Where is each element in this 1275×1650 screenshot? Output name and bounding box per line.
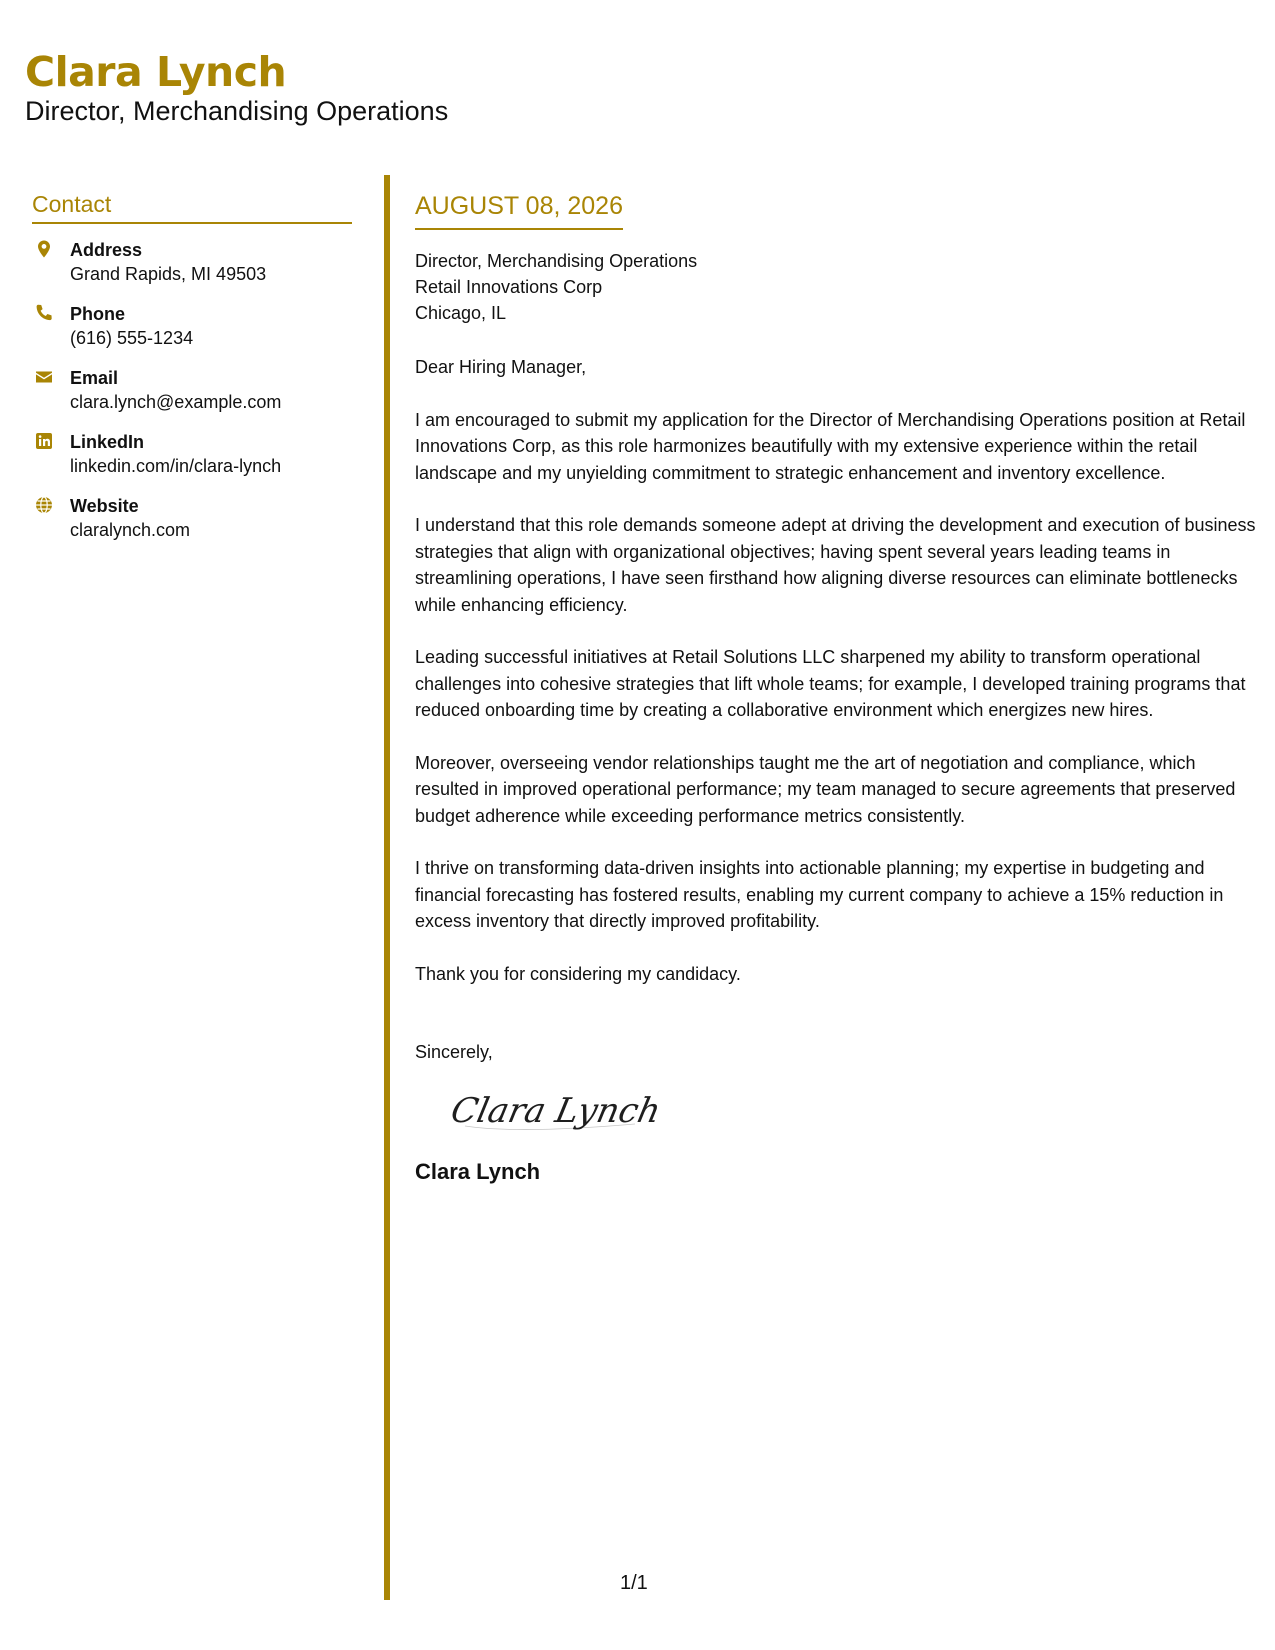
signer-name: Clara Lynch <box>415 1158 541 1184</box>
contact-item-email <box>32 366 352 414</box>
closing-phrase: Sincerely, <box>415 1042 493 1062</box>
contact-label-website: Website <box>70 496 139 516</box>
body-paragraph: I understand that this role demands someone adept at driving the development and execution of business strategies that align with organizational objectives; having spent several years leading teams in streamlining operations, I have seen firsthand how aligning diverse resources can eliminate bottlenecks while enhancing efficiency. <box>415 515 1256 615</box>
salutation: Dear Hiring Manager, <box>415 357 587 377</box>
recipient-title: Director, Merchandising Operations <box>415 251 698 271</box>
contact-label-phone: Phone <box>70 304 126 324</box>
handwritten-signature <box>445 1076 665 1146</box>
body-paragraph: Leading successful initiatives at Retail Solutions LLC sharpened my ability to transform operational challenges into cohesive strategies that lift whole teams; for example, I developed training programs that reduced onboarding time by creating a collaborative environment which energizes new hires. <box>415 647 1246 720</box>
body-paragraph: Moreover, overseeing vendor relationships taught me the art of negotiation and compliance, which resulted in improved operational performance; my team managed to secure agreements that preserved budget adherence while exceeding performance metrics consistently. <box>415 752 1236 826</box>
applicant-role: Director, Merchandising Operations <box>25 96 449 126</box>
contact-item-phone <box>32 302 352 350</box>
contact-item-website <box>32 494 352 542</box>
page-number: 1/1 <box>620 1572 648 1594</box>
contact-label-linkedin: LinkedIn <box>70 432 145 452</box>
contact-value-address: Grand Rapids, MI 49503 <box>70 264 267 284</box>
applicant-name: Clara Lynch <box>25 48 287 96</box>
linkedin-icon <box>34 431 54 451</box>
recipient-block <box>415 248 1260 326</box>
globe-icon <box>34 495 54 515</box>
letter-body <box>415 190 1260 1186</box>
contact-item-linkedin <box>32 430 352 478</box>
contact-value-phone: (616) 555-1234 <box>70 328 194 348</box>
contact-sidebar <box>32 190 352 558</box>
recipient-company: Retail Innovations Corp <box>415 277 603 297</box>
recipient-location: Chicago, IL <box>415 303 507 323</box>
closing-spacer <box>415 1013 1260 1039</box>
contact-item-address <box>32 238 352 286</box>
thank-you-paragraph: Thank you for considering my candidacy. <box>415 963 741 984</box>
contact-label-email: Email <box>70 368 119 388</box>
contact-value-linkedin: linkedin.com/in/clara-lynch <box>70 456 282 476</box>
contact-label-address: Address <box>70 240 143 260</box>
contact-heading: Contact <box>32 190 352 224</box>
phone-icon <box>34 303 54 323</box>
envelope-icon <box>34 367 54 387</box>
contact-value-website: claralynch.com <box>70 520 191 540</box>
body-paragraph: I am encouraged to submit my application for the Director of Merchandising Operations position at Retail Innovations Corp, as this role harmonizes beautifully with my extensive experience within the retail landscape and my unyielding commitment to strategic enhancement and inventory excellence. <box>415 409 1246 483</box>
body-paragraph: I thrive on transforming data-driven insights into actionable planning; my expertise in budgeting and financial forecasting has fostered results, enabling my current company to achieve a 15% reduction in excess inventory that directly improved profitability. <box>415 858 1224 931</box>
signature-text: Clara Lynch <box>447 1090 665 1131</box>
contact-value-email: clara.lynch@example.com <box>70 392 282 412</box>
letter-header <box>25 48 448 128</box>
letter-date: AUGUST 08, 2026 <box>415 190 623 230</box>
location-pin-icon <box>34 239 54 259</box>
vertical-divider <box>384 175 390 1600</box>
